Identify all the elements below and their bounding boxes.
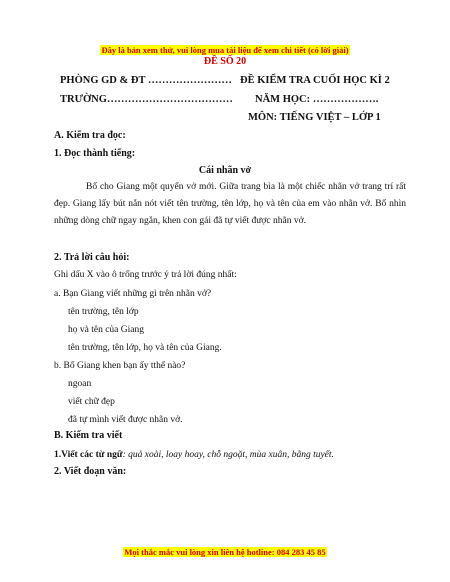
header-right-line2: NĂM HỌC: ………………. <box>255 94 379 105</box>
option-b-3: đã tự mình viết được nhãn vở. <box>68 415 183 425</box>
part1-heading: 1. Đọc thành tiếng: <box>54 148 136 159</box>
part2b-heading: 2. Viết đoạn văn: <box>54 466 127 477</box>
section-a-heading: A. Kiểm tra đọc: <box>54 130 126 141</box>
write-words-label: 1.Viết các từ ngữ <box>54 450 123 460</box>
section-b-heading: B. Kiểm tra viết <box>54 430 123 441</box>
option-a-2: họ và tên của Giang <box>68 325 144 335</box>
write-words-list: : quả xoài, loay hoay, chỗ ngoặt, mùa xuân, bãng tuyết. <box>122 450 334 460</box>
part2-heading: 2. Trả lời câu hỏi: <box>54 252 130 263</box>
header-right-line1: ĐỀ KIỂM TRA CUỐI HỌC KÌ 2 <box>240 75 390 86</box>
story-paragraph: Bố cho Giang một quyển vở mới. Giữa trang bìa là một chiếc nhãn vở trang trí rất đẹp. Giang lấy bút nắn nót viết tên trường, tên lớp, họ và tên của em vào nhãn vở. Bố nhìn những dòng chữ ngay ngắn, khen con gái đã tự viết được nhãn vở. <box>54 182 406 226</box>
question-a: a. Bạn Giang viết những gì trên nhãn vở? <box>54 289 212 299</box>
question-b: b. Bố Giang khen bạn ấy tthế nào? <box>54 361 186 371</box>
bottom-banner: Mọi thắc mắc vui lòng xin liên hệ hotline: 084 283 45 85 <box>124 547 326 557</box>
option-b-2: viết chữ đẹp <box>68 397 115 407</box>
option-a-3: tên trường, tên lớp, họ và tên của Giang. <box>68 343 222 353</box>
option-b-1: ngoan <box>68 379 92 389</box>
option-a-1: tên trường, tên lớp <box>68 307 139 317</box>
write-words-line <box>54 447 334 464</box>
story-title: Cái nhãn vở <box>198 165 252 176</box>
exam-number: ĐỀ SỐ 20 <box>203 56 247 67</box>
header-left-line2: TRƯỜNG……………………………… <box>60 94 233 105</box>
header-left-line1: PHÒNG GD & ĐT …………………… <box>60 75 232 86</box>
instruction-text: Ghi dấu X vào ô trống trước ý trả lời đúng nhất: <box>54 270 237 280</box>
top-banner: Đây là bản xem thử, vui lòng mua tài liệu để xem chi tiết (có lời giải) <box>101 45 349 55</box>
header-right-line3: MÔN: TIẾNG VIỆT – LỚP 1 <box>248 112 381 123</box>
